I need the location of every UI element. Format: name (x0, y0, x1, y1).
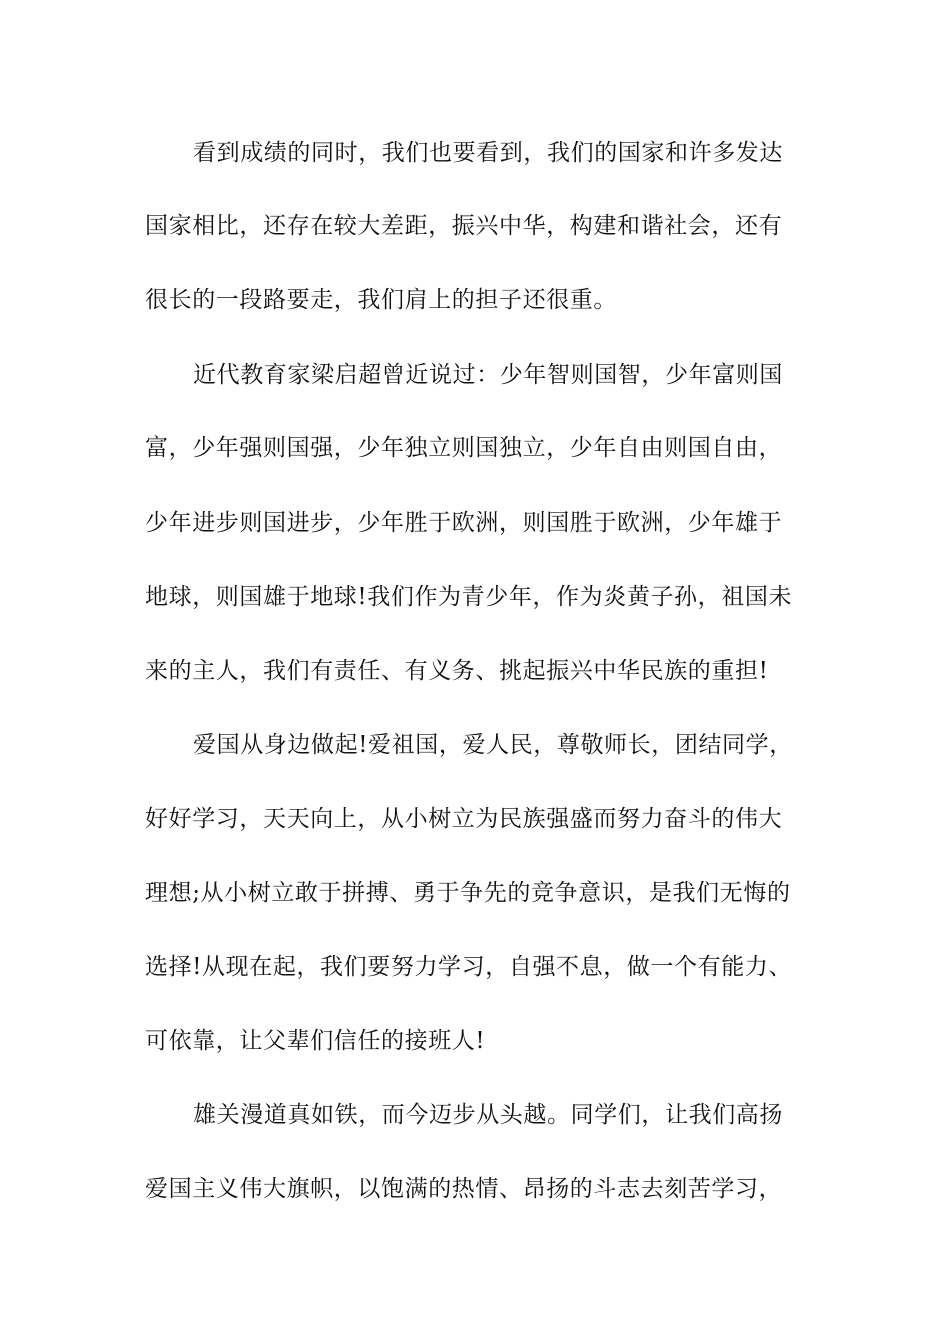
paragraph-3-line-5: 可依靠，让父辈们信任的接班人! (145, 1028, 486, 1054)
paragraph-2-line-4: 地球，则国雄于地球!我们作为青少年，作为炎黄子孙，祖国未 (145, 584, 793, 610)
paragraph-2-line-2: 富，少年强则国强，少年独立则国独立，少年自由则国自由， (145, 435, 783, 461)
paragraph-2-line-5: 来的主人，我们有责任、有义务、挑起振兴中华民族的重担! (145, 658, 769, 684)
paragraph-3-line-3: 理想;从小树立敢于拼搏、勇于争先的竞争意识，是我们无悔的 (145, 880, 791, 906)
paragraph-2-line-3: 少年进步则国进步，少年胜于欧洲，则国胜于欧洲，少年雄于 (145, 510, 783, 536)
paragraph-1-line-3: 很长的一段路要走，我们肩上的担子还很重。 (145, 287, 617, 313)
paragraph-2-line-1: 近代教育家梁启超曾近说过：少年智则国智，少年富则国 (193, 362, 783, 388)
paragraph-4-line-2: 爱国主义伟大旗帜，以饱满的热情、昂扬的斗志去刻苦学习， (145, 1176, 783, 1202)
paragraph-3-line-1: 爱国从身边做起!爱祖国，爱人民，尊敬师长，团结同学， (193, 732, 793, 758)
paragraph-4-line-1: 雄关漫道真如铁，而今迈步从头越。同学们，让我们高扬 (193, 1102, 783, 1128)
paragraph-3-line-2: 好好学习，天天向上，从小树立为民族强盛而努力奋斗的伟大 (145, 806, 783, 832)
paragraph-1-line-2: 国家相比，还存在较大差距，振兴中华，构建和谐社会，还有 (145, 213, 783, 239)
paragraph-3-line-4: 选择!从现在起，我们要努力学习，自强不息，做一个有能力、 (145, 954, 793, 980)
paragraph-1-line-1: 看到成绩的同时，我们也要看到，我们的国家和许多发达 (193, 140, 783, 166)
